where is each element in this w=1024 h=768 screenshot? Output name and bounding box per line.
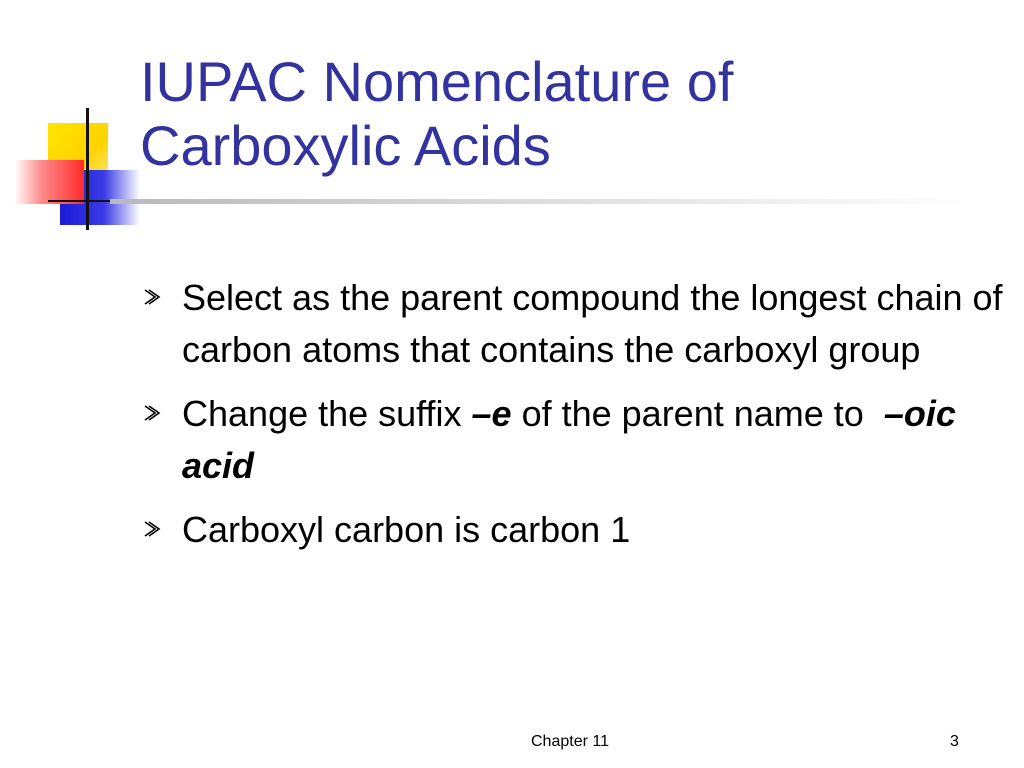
title-line-2: Carboxylic Acids — [140, 114, 551, 177]
title-line-1: IUPAC Nomenclature of — [140, 50, 734, 113]
bullet-text-before: Change the suffix — [182, 393, 472, 434]
bullet-text-middle: of the parent name to — [511, 393, 884, 434]
bullet-item — [140, 504, 1010, 556]
suffix-e: –e — [471, 393, 512, 434]
chevron-right-icon — [140, 402, 162, 424]
logo-red-square — [14, 160, 84, 204]
footer-chapter: Chapter 11 — [531, 733, 609, 750]
bullet-item — [140, 388, 1010, 492]
bullet-item — [140, 272, 1010, 376]
chevron-right-icon — [140, 286, 162, 308]
bullet-list — [140, 272, 1010, 568]
suffix-oic-acid: –oic acid — [182, 393, 956, 486]
bullet-text: Select as the parent compound the longest chain of carbon atoms that contains the carboxyl group — [182, 277, 1003, 370]
logo-vertical-line — [86, 108, 89, 230]
decorative-logo — [0, 0, 150, 240]
page-number: 3 — [950, 733, 959, 750]
bullet-text: Carboxyl carbon is carbon 1 — [182, 509, 631, 550]
chevron-right-icon — [140, 518, 162, 540]
title-underline — [110, 199, 980, 204]
slide-title — [140, 50, 1000, 178]
